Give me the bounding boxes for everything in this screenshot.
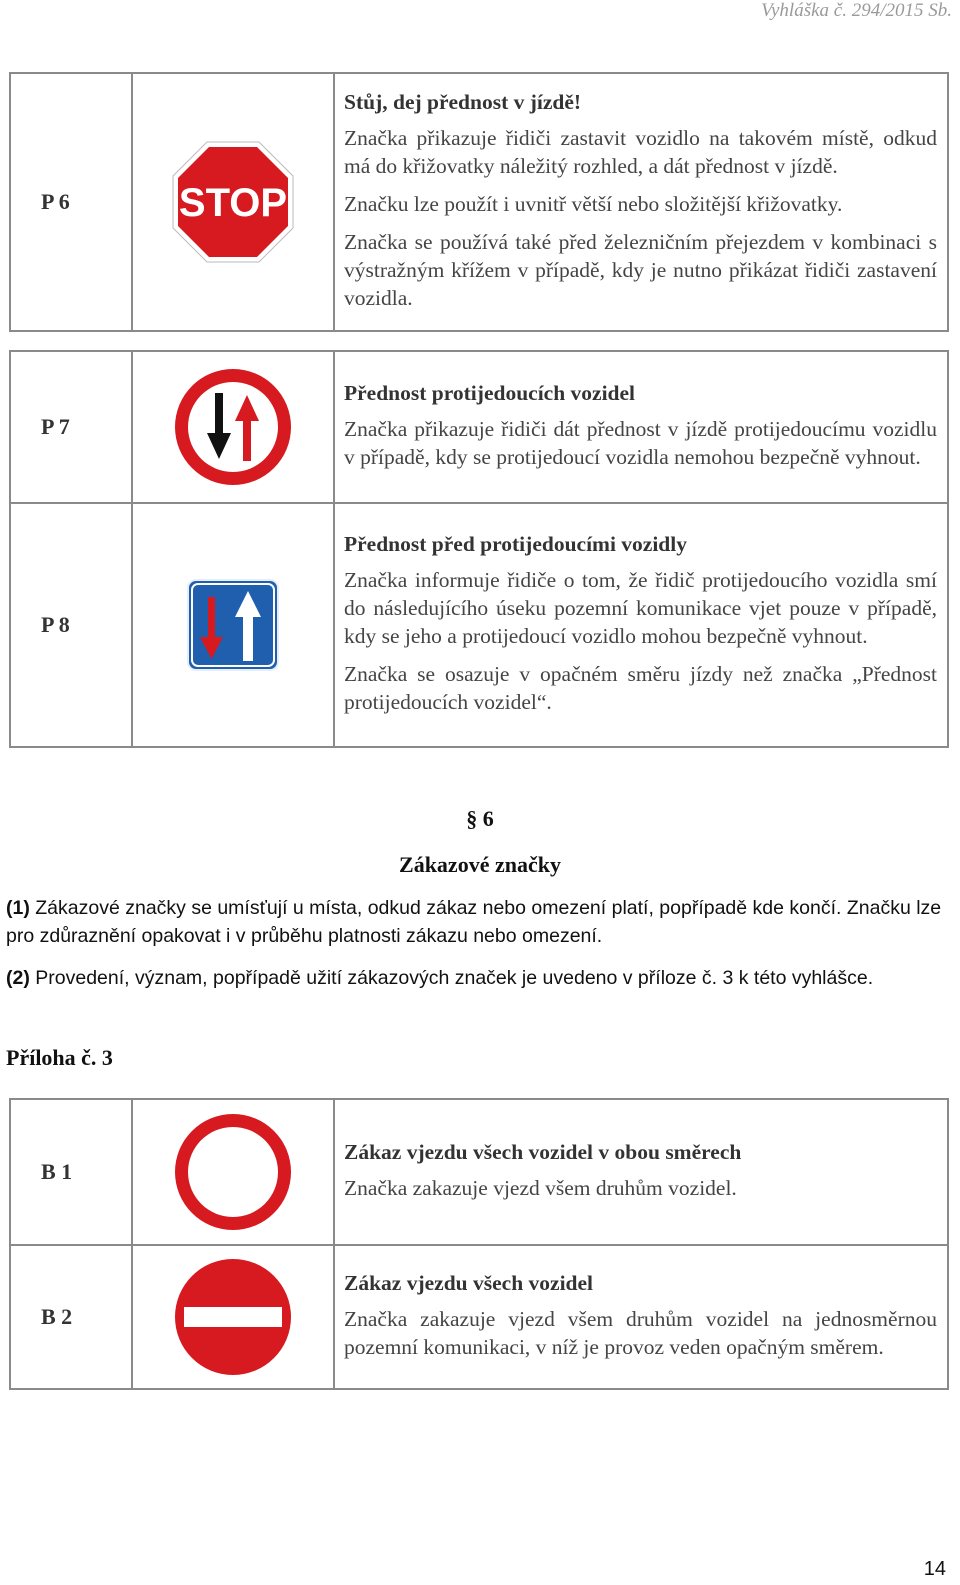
table-row — [10, 1099, 948, 1245]
sign-table-p6 — [9, 72, 949, 332]
table-row — [10, 351, 948, 503]
annex-heading: Příloha č. 3 — [6, 1045, 113, 1070]
sign-title: Stůj, dej přednost v jízdě! — [344, 90, 582, 114]
sign-description: Značku lze použít i uvnitř větší nebo složitější křižovatky. — [344, 192, 843, 216]
sign-table-p7-p8 — [9, 350, 949, 748]
sign-description: Značka informuje řidiče o tom, že řidič protijedoucího vozidla smí do následujícího úseku pozemní komunikace vjet pouze v případě, kdy se jeho a protijedoucí vozidlo mohou bezpečně vyhnout. — [344, 568, 937, 648]
sign-code: B 2 — [10, 1245, 132, 1389]
sign-description: Značka přikazuje řidiči dát přednost v jízdě protijedoucímu vozidlu v případě, kdy se protijedoucí vozidla nemohou bezpečně vyhnout. — [344, 417, 937, 469]
stop-sign-icon — [171, 140, 295, 264]
sign-code: B 1 — [10, 1099, 132, 1245]
sign-code: P 7 — [10, 351, 132, 503]
sign-description: Značka se používá také před železničním přejezdem v kombinaci s výstražným křížem v případě, kdy je nutno přikázat řidiči zastavení vozidla. — [344, 230, 937, 310]
sign-description: Značka přikazuje řidiči zastavit vozidlo na takovém místě, odkud má do křižovatky náležitý rozhled, a dát přednost v jízdě. — [344, 126, 937, 178]
oncoming-priority-sign-icon — [171, 365, 295, 489]
paragraph-text: Provedení, význam, popřípadě užití zákazových značek je uvedeno v příloze č. 3 k této vyhlášce. — [29, 967, 874, 989]
no-vehicles-sign-icon — [171, 1110, 295, 1234]
priority-over-oncoming-sign-icon — [187, 579, 279, 671]
table-row — [10, 503, 948, 747]
running-header: Vyhláška č. 294/2015 Sb. — [761, 0, 952, 21]
paragraph-1 — [6, 894, 952, 950]
paragraph-text: Zákazové značky se umísťují u místa, odkud zákaz nebo omezení platí, popřípadě kde končí. Značku lze pro zdůraznění opakovat i v průběhu platnosti zákazu nebo omezení. — [6, 897, 942, 947]
sign-title: Přednost protijedoucích vozidel — [344, 381, 636, 405]
sign-title: Zákaz vjezdu všech vozidel — [344, 1271, 594, 1295]
sign-table-b1-b2 — [9, 1098, 949, 1390]
page-number: 14 — [923, 1558, 946, 1580]
sign-code: P 6 — [10, 73, 132, 331]
section-title: Zákazové značky — [399, 852, 561, 877]
no-entry-sign-icon — [171, 1255, 295, 1379]
paragraph-2 — [6, 964, 952, 992]
sign-description: Značka se osazuje v opačném směru jízdy než značka „Přednost protijedoucích vozidel“. — [344, 662, 937, 714]
stop-sign-text: STOP — [178, 181, 288, 225]
paragraph-number: (1) — [6, 897, 30, 919]
paragraph-number: (2) — [6, 967, 30, 989]
sign-title: Přednost před protijedoucími vozidly — [344, 532, 687, 556]
section-number: § 6 — [466, 806, 494, 831]
table-row — [10, 1245, 948, 1389]
table-row — [10, 73, 948, 331]
sign-description: Značka zakazuje vjezd všem druhům vozidel na jednosměrnou pozemní komunikaci, v níž je provoz veden opačným směrem. — [344, 1307, 937, 1359]
sign-code: P 8 — [10, 503, 132, 747]
sign-title: Zákaz vjezdu všech vozidel v obou směrech — [344, 1140, 742, 1164]
sign-description: Značka zakazuje vjezd všem druhům vozidel. — [344, 1176, 737, 1200]
